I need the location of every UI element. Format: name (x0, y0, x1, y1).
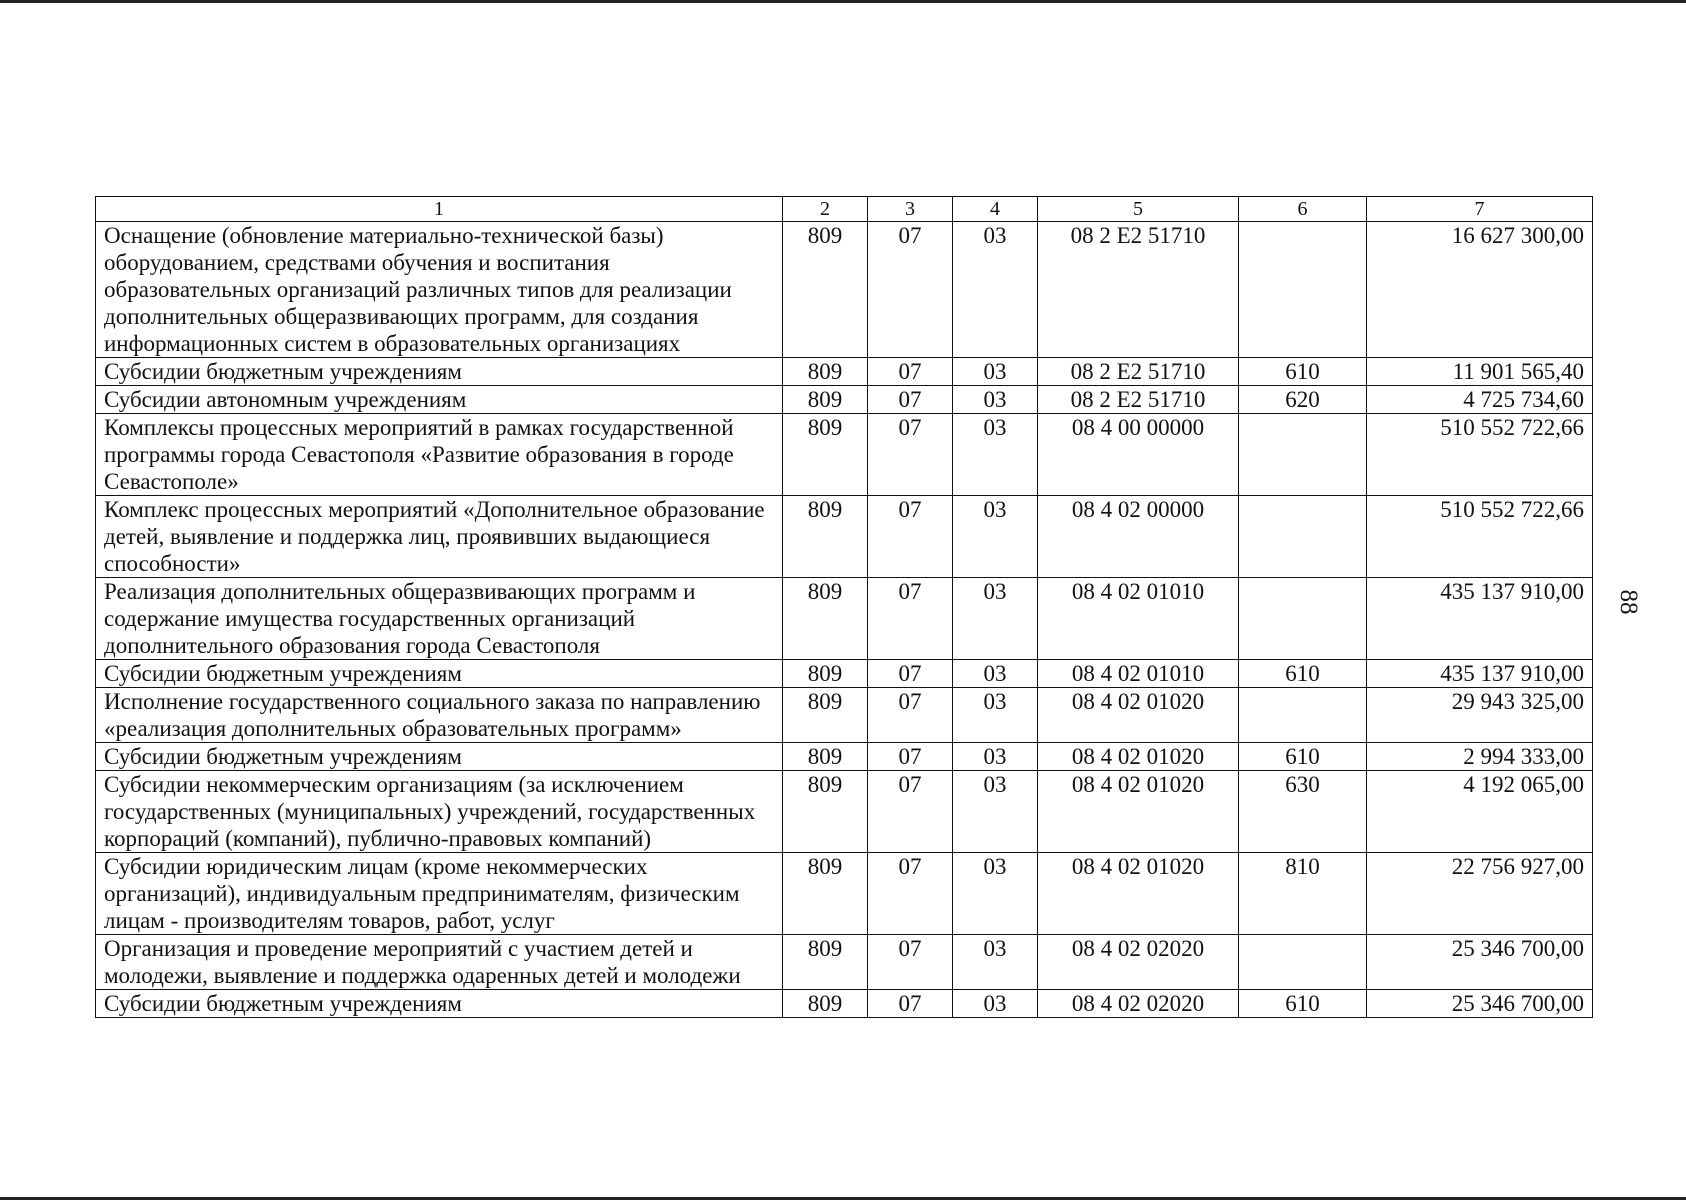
row-name-cell: Субсидии некоммерческим организациям (за исключением государственных (муниципальных) учреждений, государственных корпораций (компаний), публично-правовых компаний) (96, 771, 783, 853)
row-name-cell: Исполнение государственного социального заказа по направлению «реализация дополнительных образовательных программ» (96, 688, 783, 743)
row-subsection-cell: 03 (953, 386, 1038, 414)
row-name-cell: Субсидии юридическим лицам (кроме некоммерческих организаций), индивидуальным предпринимателям, физическим лицам - производителям товаров, работ, услуг (96, 853, 783, 935)
row-amount-cell: 25 346 700,00 (1367, 990, 1593, 1018)
table-body (96, 222, 1593, 1018)
row-amount-cell: 22 756 927,00 (1367, 853, 1593, 935)
scan-border-top (0, 0, 1686, 3)
row-amount-cell: 29 943 325,00 (1367, 688, 1593, 743)
row-ministry-code-cell: 809 (783, 771, 868, 853)
row-subsection-cell: 03 (953, 935, 1038, 990)
table-row (96, 688, 1593, 743)
row-amount-cell: 16 627 300,00 (1367, 222, 1593, 358)
table-row (96, 853, 1593, 935)
row-section-cell: 07 (868, 743, 953, 771)
table-row (96, 578, 1593, 660)
row-expense-type-cell: 610 (1239, 358, 1367, 386)
header-col-2: 2 (783, 197, 868, 222)
row-name-cell: Субсидии бюджетным учреждениям (96, 743, 783, 771)
row-name-cell: Оснащение (обновление материально-технической базы) оборудованием, средствами обучения и воспитания образовательных организаций различных типов для реализации дополнительных общеразвивающих программ, для создания информационных систем в образовательных организациях (96, 222, 783, 358)
row-section-cell: 07 (868, 935, 953, 990)
row-target-article-cell: 08 2 E2 51710 (1038, 358, 1239, 386)
row-subsection-cell: 03 (953, 688, 1038, 743)
row-subsection-cell: 03 (953, 771, 1038, 853)
row-ministry-code-cell: 809 (783, 743, 868, 771)
row-ministry-code-cell: 809 (783, 414, 868, 496)
row-ministry-code-cell: 809 (783, 853, 868, 935)
row-expense-type-cell (1239, 578, 1367, 660)
page-number: 88 (1615, 589, 1642, 615)
row-expense-type-cell: 610 (1239, 990, 1367, 1018)
row-amount-cell: 25 346 700,00 (1367, 935, 1593, 990)
row-ministry-code-cell: 809 (783, 660, 868, 688)
row-amount-cell: 435 137 910,00 (1367, 578, 1593, 660)
table-row (96, 990, 1593, 1018)
row-target-article-cell: 08 4 02 01010 (1038, 578, 1239, 660)
row-target-article-cell: 08 4 02 00000 (1038, 496, 1239, 578)
row-subsection-cell: 03 (953, 578, 1038, 660)
row-name-cell: Комплекс процессных мероприятий «Дополнительное образование детей, выявление и поддержка лиц, проявивших выдающиеся способности» (96, 496, 783, 578)
row-target-article-cell: 08 2 E2 51710 (1038, 386, 1239, 414)
row-section-cell: 07 (868, 386, 953, 414)
header-col-3: 3 (868, 197, 953, 222)
header-row (96, 197, 1593, 222)
row-section-cell: 07 (868, 358, 953, 386)
header-col-5: 5 (1038, 197, 1239, 222)
row-amount-cell: 11 901 565,40 (1367, 358, 1593, 386)
row-section-cell: 07 (868, 222, 953, 358)
row-ministry-code-cell: 809 (783, 222, 868, 358)
row-name-cell: Организация и проведение мероприятий с участием детей и молодежи, выявление и поддержка одаренных детей и молодежи (96, 935, 783, 990)
row-target-article-cell: 08 4 02 01010 (1038, 660, 1239, 688)
row-amount-cell: 510 552 722,66 (1367, 414, 1593, 496)
row-ministry-code-cell: 809 (783, 935, 868, 990)
row-amount-cell: 4 192 065,00 (1367, 771, 1593, 853)
row-expense-type-cell: 610 (1239, 660, 1367, 688)
row-target-article-cell: 08 4 02 01020 (1038, 743, 1239, 771)
row-name-cell: Реализация дополнительных общеразвивающих программ и содержание имущества государственных организаций дополнительного образования города Севастополя (96, 578, 783, 660)
table-row (96, 496, 1593, 578)
row-amount-cell: 435 137 910,00 (1367, 660, 1593, 688)
row-subsection-cell: 03 (953, 496, 1038, 578)
row-expense-type-cell: 610 (1239, 743, 1367, 771)
row-target-article-cell: 08 4 02 01020 (1038, 688, 1239, 743)
row-name-cell: Субсидии бюджетным учреждениям (96, 358, 783, 386)
row-expense-type-cell (1239, 688, 1367, 743)
row-expense-type-cell: 630 (1239, 771, 1367, 853)
row-expense-type-cell (1239, 222, 1367, 358)
table-row (96, 771, 1593, 853)
row-section-cell: 07 (868, 414, 953, 496)
header-col-4: 4 (953, 197, 1038, 222)
row-subsection-cell: 03 (953, 660, 1038, 688)
row-expense-type-cell (1239, 935, 1367, 990)
table-row (96, 414, 1593, 496)
budget-table (95, 196, 1593, 1018)
header-col-1: 1 (96, 197, 783, 222)
row-target-article-cell: 08 4 02 02020 (1038, 935, 1239, 990)
table-row (96, 358, 1593, 386)
row-ministry-code-cell: 809 (783, 990, 868, 1018)
row-name-cell: Субсидии автономным учреждениям (96, 386, 783, 414)
row-expense-type-cell: 620 (1239, 386, 1367, 414)
table-row (96, 660, 1593, 688)
row-section-cell: 07 (868, 688, 953, 743)
row-section-cell: 07 (868, 771, 953, 853)
row-amount-cell: 510 552 722,66 (1367, 496, 1593, 578)
row-ministry-code-cell: 809 (783, 688, 868, 743)
row-name-cell: Субсидии бюджетным учреждениям (96, 660, 783, 688)
row-ministry-code-cell: 809 (783, 386, 868, 414)
table-row (96, 935, 1593, 990)
table-row (96, 386, 1593, 414)
row-target-article-cell: 08 4 00 00000 (1038, 414, 1239, 496)
row-amount-cell: 4 725 734,60 (1367, 386, 1593, 414)
row-section-cell: 07 (868, 496, 953, 578)
row-expense-type-cell: 810 (1239, 853, 1367, 935)
row-subsection-cell: 03 (953, 222, 1038, 358)
row-subsection-cell: 03 (953, 853, 1038, 935)
row-target-article-cell: 08 4 02 02020 (1038, 990, 1239, 1018)
row-expense-type-cell (1239, 496, 1367, 578)
row-section-cell: 07 (868, 990, 953, 1018)
row-subsection-cell: 03 (953, 743, 1038, 771)
row-section-cell: 07 (868, 853, 953, 935)
row-subsection-cell: 03 (953, 414, 1038, 496)
table-row (96, 743, 1593, 771)
row-ministry-code-cell: 809 (783, 578, 868, 660)
row-ministry-code-cell: 809 (783, 496, 868, 578)
header-col-6: 6 (1239, 197, 1367, 222)
row-amount-cell: 2 994 333,00 (1367, 743, 1593, 771)
row-subsection-cell: 03 (953, 990, 1038, 1018)
row-ministry-code-cell: 809 (783, 358, 868, 386)
row-subsection-cell: 03 (953, 358, 1038, 386)
row-expense-type-cell (1239, 414, 1367, 496)
row-name-cell: Субсидии бюджетным учреждениям (96, 990, 783, 1018)
table-row (96, 222, 1593, 358)
row-name-cell: Комплексы процессных мероприятий в рамках государственной программы города Севастополя «Развитие образования в городе Севастополе» (96, 414, 783, 496)
row-target-article-cell: 08 4 02 01020 (1038, 771, 1239, 853)
row-target-article-cell: 08 2 E2 51710 (1038, 222, 1239, 358)
row-section-cell: 07 (868, 660, 953, 688)
row-section-cell: 07 (868, 578, 953, 660)
header-col-7: 7 (1367, 197, 1593, 222)
row-target-article-cell: 08 4 02 01020 (1038, 853, 1239, 935)
